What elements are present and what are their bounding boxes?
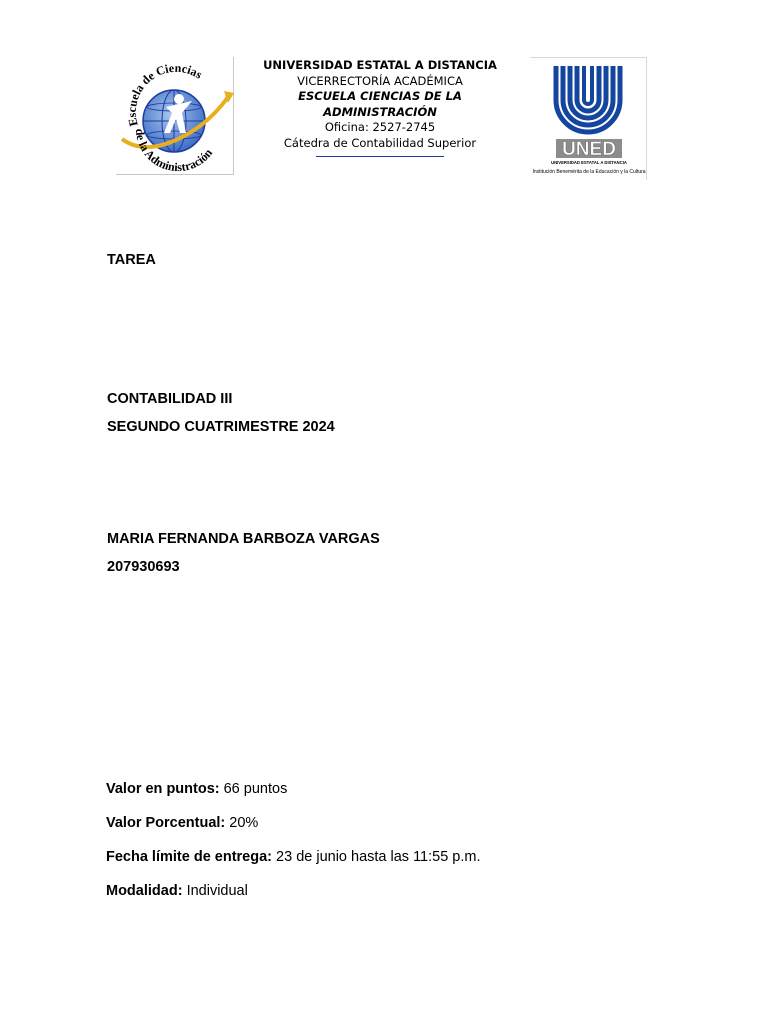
school-name-line1: ESCUELA CIENCIAS DE LA bbox=[298, 89, 462, 103]
detail-value: 66 puntos bbox=[219, 781, 288, 797]
detail-label: Modalidad: bbox=[106, 883, 183, 899]
school-seal-icon bbox=[116, 57, 234, 175]
detail-value: Individual bbox=[186, 883, 248, 899]
detail-value: 20% bbox=[229, 815, 259, 831]
student-id: 207930693 bbox=[107, 559, 180, 575]
detail-percentage bbox=[106, 815, 258, 831]
uned-brand: UNED bbox=[562, 139, 616, 160]
seal-text-bottom: de la Administración bbox=[132, 128, 216, 175]
detail-points bbox=[106, 781, 287, 797]
detail-label: Fecha límite de entrega: bbox=[106, 849, 272, 865]
seal-text-top: Escuela de Ciencias bbox=[124, 60, 205, 128]
institution-header bbox=[240, 58, 520, 157]
detail-label: Valor Porcentual: bbox=[106, 815, 226, 831]
uned-logo-icon bbox=[530, 58, 647, 181]
school-logo bbox=[116, 57, 234, 175]
chair-name: Cátedra de Contabilidad Superior bbox=[283, 135, 477, 150]
office-phone: Oficina: 2527-2745 bbox=[324, 120, 436, 134]
vice-rector-office: VICERRECTORÍA ACADÉMICA bbox=[297, 73, 463, 88]
course-name: CONTABILIDAD III bbox=[107, 391, 233, 407]
uned-line2: Institución Benemérita de la Educación y la Cultura bbox=[532, 169, 646, 175]
student-name: MARIA FERNANDA BARBOZA VARGAS bbox=[107, 531, 380, 547]
detail-value: 23 de junio hasta las 11:55 p.m. bbox=[276, 849, 481, 865]
detail-deadline bbox=[106, 849, 481, 865]
uned-logo bbox=[530, 57, 647, 180]
university-name: UNIVERSIDAD ESTATAL A DISTANCIA bbox=[263, 58, 497, 72]
detail-label: Valor en puntos: bbox=[106, 781, 220, 797]
school-name-line2: ADMINISTRACIÓN bbox=[323, 104, 437, 119]
term: SEGUNDO CUATRIMESTRE 2024 bbox=[107, 419, 335, 435]
detail-modality bbox=[106, 883, 248, 899]
uned-line1: UNIVERSIDAD ESTATAL A DISTANCIA bbox=[551, 160, 627, 165]
header-divider bbox=[316, 156, 444, 157]
document-type: TAREA bbox=[107, 252, 156, 268]
